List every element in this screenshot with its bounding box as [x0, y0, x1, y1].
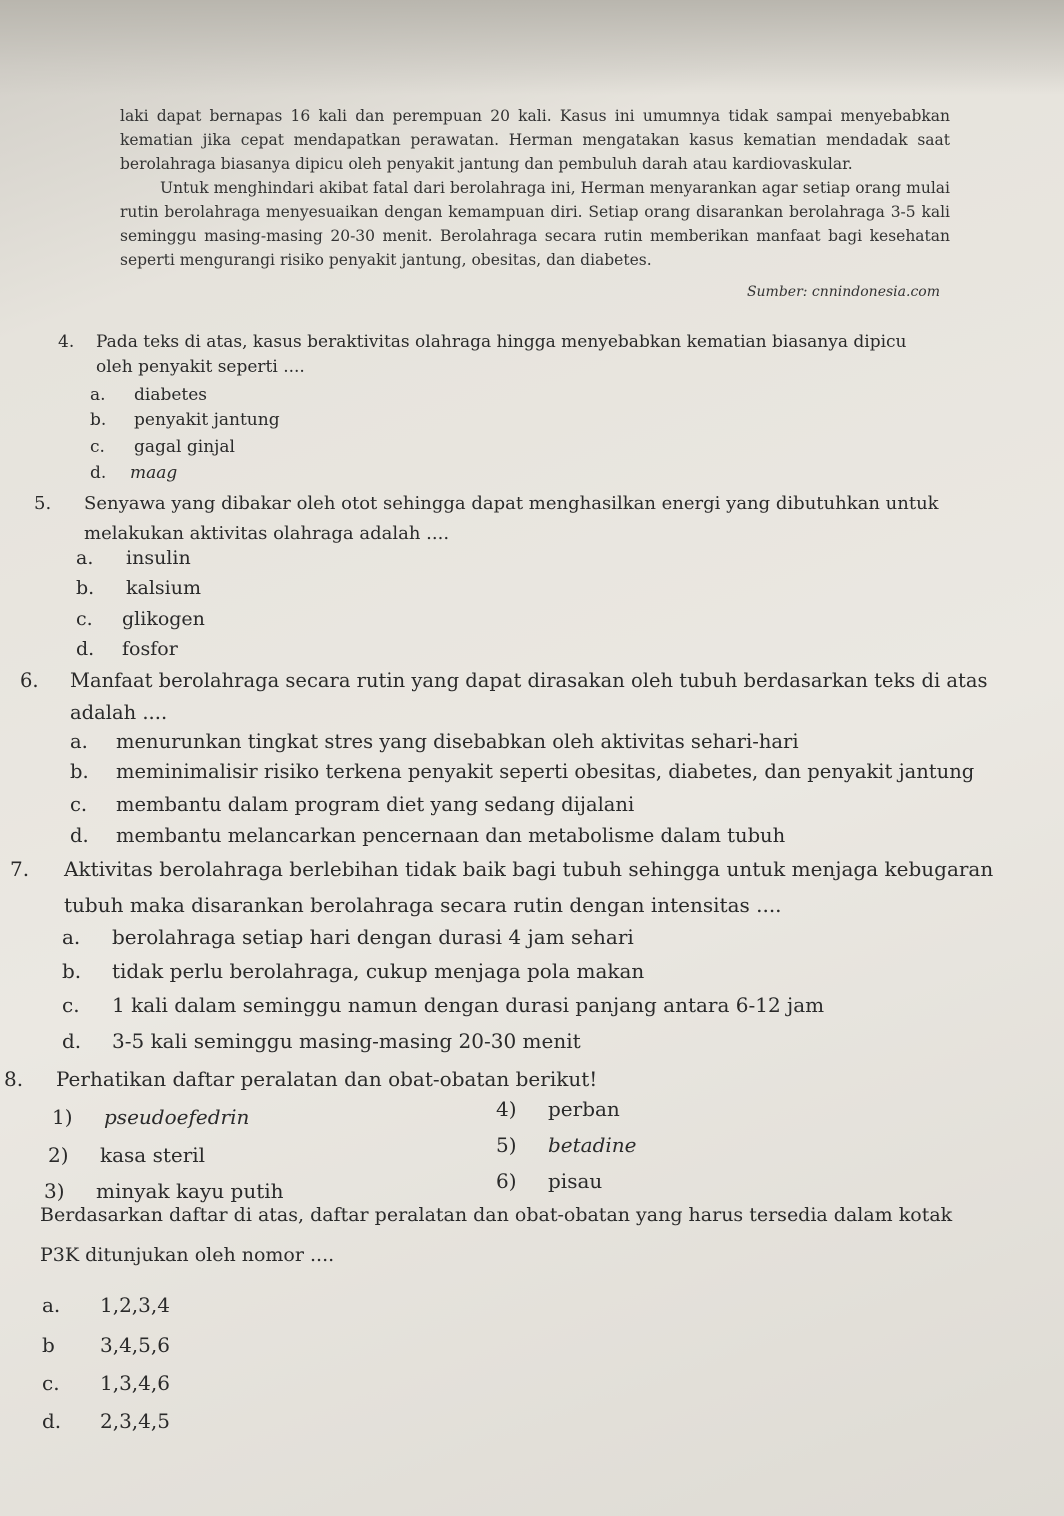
- option-text: membantu dalam program diet yang sedang dijalani: [116, 793, 635, 816]
- option-text: 1,3,4,6: [100, 1371, 170, 1395]
- list-item-4: [496, 1094, 620, 1124]
- option-letter: d.: [62, 1029, 82, 1053]
- list-number: 4): [496, 1097, 517, 1121]
- option-letter: d.: [42, 1409, 62, 1433]
- option-letter: b.: [62, 959, 82, 983]
- option-text: glikogen: [122, 608, 205, 630]
- question-stem-line-2: tubuh maka disarankan berolahraga secara rutin dengan intensitas ....: [64, 893, 782, 917]
- option-text: berolahraga setiap hari dengan durasi 4 jam sehari: [112, 925, 634, 949]
- option-letter: c.: [70, 793, 88, 816]
- passage-paragraph-1: laki dapat bernapas 16 kali dan perempuan 20 kali. Kasus ini umumnya tidak sampai menyebabkan kematian jika cepat mendapatkan perawatan. Herman mengatakan kasus kematian mendadak saat berolahraga biasanya dipicu oleh penyakit jantung dan pembuluh darah atau kardiovaskular.: [120, 107, 950, 173]
- question-7: [10, 852, 1050, 922]
- question-number: 5.: [34, 493, 52, 514]
- option-letter: a.: [76, 547, 94, 569]
- option-text: 2,3,4,5: [100, 1409, 170, 1433]
- question-number: 4.: [58, 332, 75, 352]
- question-8: [4, 1062, 1044, 1096]
- question-stem-line-2: Berdasarkan daftar di atas, daftar peralatan dan obat-obatan yang harus tersedia dalam kotak: [40, 1204, 953, 1226]
- list-text: betadine: [548, 1133, 637, 1157]
- option-text: maag: [130, 463, 178, 483]
- list-text: perban: [548, 1097, 620, 1121]
- list-item-2: [48, 1140, 205, 1170]
- option-letter: d.: [70, 824, 89, 847]
- option-letter: a.: [90, 385, 106, 405]
- list-number: 6): [496, 1169, 517, 1193]
- passage-source: Sumber: cnnindonesia.com: [746, 284, 940, 300]
- question-number: 6.: [20, 669, 39, 692]
- option-letter: d.: [90, 463, 107, 483]
- option-letter: b.: [90, 410, 107, 430]
- option-text: penyakit jantung: [134, 410, 280, 430]
- page-shadow: [0, 0, 1064, 95]
- option-letter: b: [42, 1333, 55, 1357]
- list-item-5: [496, 1130, 637, 1160]
- option-text: 3,4,5,6: [100, 1333, 170, 1357]
- list-item-6: [496, 1166, 602, 1196]
- option-letter: a.: [62, 925, 81, 949]
- question-6: [20, 665, 1020, 729]
- passage-paragraph-2: Untuk menghindari akibat fatal dari berolahraga ini, Herman menyarankan agar setiap orang mulai rutin berolahraga menyesuaikan dengan kemampuan diri. Setiap orang disarankan berolahraga 3-5 kali seminggu masing-masing 20-30 menit. Berolahraga secara rutin memberikan manfaat bagi kesehatan seperti mengurangi risiko penyakit jantung, obesitas, dan diabetes.: [120, 179, 950, 269]
- option-text: kalsium: [126, 577, 201, 599]
- list-number: 3): [44, 1179, 65, 1203]
- option-text: 3-5 kali seminggu masing-masing 20-30 menit: [112, 1029, 581, 1053]
- option-text: membantu melancarkan pencernaan dan metabolisme dalam tubuh: [116, 824, 786, 847]
- option-text: 1 kali dalam seminggu namun dengan durasi panjang antara 6-12 jam: [112, 993, 825, 1017]
- option-letter: c.: [90, 437, 105, 457]
- question-number: 7.: [10, 857, 30, 881]
- option-letter: b.: [70, 760, 89, 783]
- question-stem-line-1: Senyawa yang dibakar oleh otot sehingga dapat menghasilkan energi yang dibutuhkan untuk: [84, 493, 939, 514]
- option-letter: d.: [76, 638, 95, 660]
- list-text: kasa steril: [100, 1143, 206, 1167]
- question-stem-line-3: P3K ditunjukan oleh nomor ....: [40, 1244, 335, 1266]
- list-number: 5): [496, 1133, 517, 1157]
- list-number: 2): [48, 1143, 69, 1167]
- option-text: gagal ginjal: [134, 437, 235, 457]
- list-item-1: [52, 1102, 249, 1132]
- list-number: 1): [52, 1105, 73, 1129]
- option-text: meminimalisir risiko terkena penyakit seperti obesitas, diabetes, dan penyakit jantung: [116, 760, 975, 783]
- option-letter: a.: [70, 730, 88, 753]
- option-letter: a.: [42, 1293, 61, 1317]
- question-stem-line-2: melakukan aktivitas olahraga adalah ....: [84, 523, 450, 544]
- option-letter: c.: [62, 993, 80, 1017]
- question-stem-line-1: Perhatikan daftar peralatan dan obat-obatan berikut!: [56, 1067, 598, 1091]
- option-text: diabetes: [134, 385, 208, 405]
- question-5: [34, 490, 994, 550]
- reading-passage: [120, 104, 950, 272]
- option-letter: b.: [76, 577, 95, 599]
- option-letter: c.: [76, 608, 93, 630]
- option-text: 1,2,3,4: [100, 1293, 170, 1317]
- question-stem-line-1: Pada teks di atas, kasus beraktivitas olahraga hingga menyebabkan kematian biasanya dipicu: [96, 332, 907, 352]
- option-letter: c.: [42, 1371, 60, 1395]
- list-text: pisau: [548, 1169, 603, 1193]
- option-text: menurunkan tingkat stres yang disebabkan oleh aktivitas sehari-hari: [116, 730, 799, 753]
- option-text: tidak perlu berolahraga, cukup menjaga pola makan: [112, 959, 645, 983]
- option-text: fosfor: [122, 638, 178, 660]
- question-stem-line-2: oleh penyakit seperti ....: [96, 357, 305, 377]
- list-text: pseudoefedrin: [104, 1105, 250, 1129]
- question-8-continuation: [40, 1196, 1060, 1272]
- question-stem-line-1: Aktivitas berolahraga berlebihan tidak baik bagi tubuh sehingga untuk menjaga kebugaran: [64, 857, 994, 881]
- question-number: 8.: [4, 1067, 24, 1091]
- list-text: minyak kayu putih: [96, 1179, 284, 1203]
- question-stem-line-1: Manfaat berolahraga secara rutin yang dapat dirasakan oleh tubuh berdasarkan teks di atas: [70, 669, 988, 692]
- question-stem-line-2: adalah ....: [70, 701, 168, 724]
- option-text: insulin: [126, 547, 191, 569]
